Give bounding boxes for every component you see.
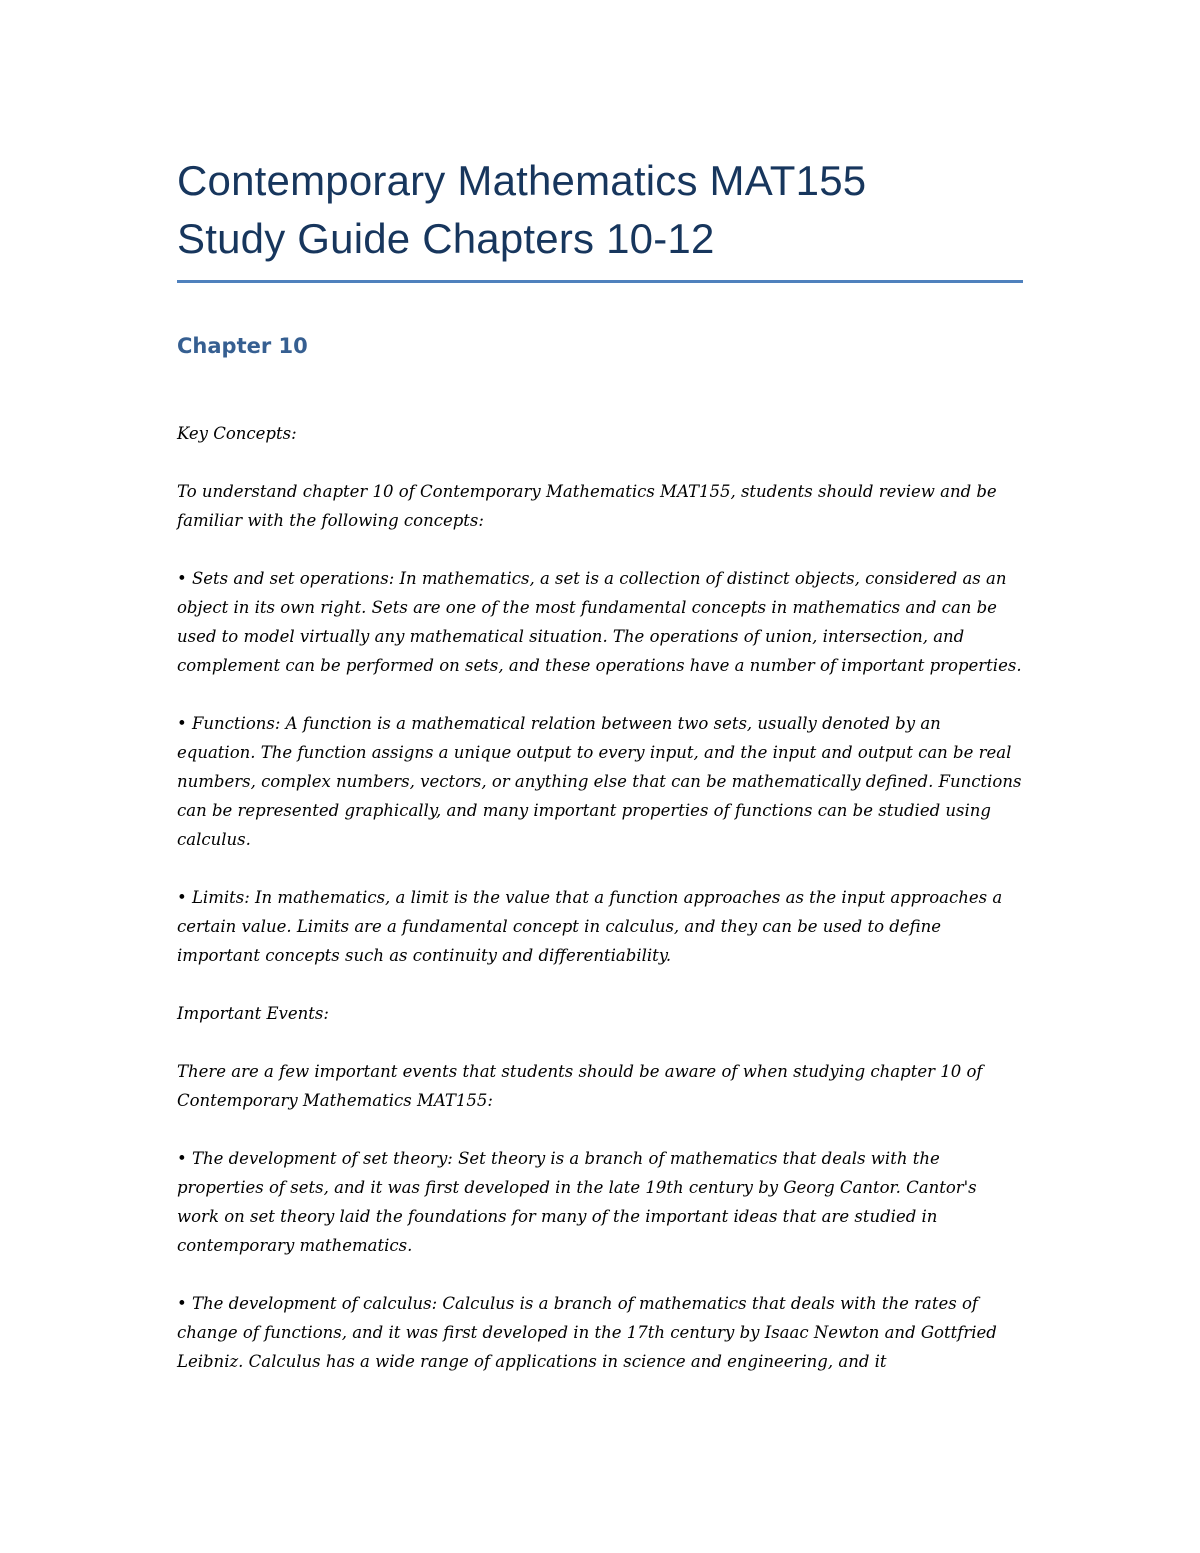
key-concepts-label: Key Concepts: — [177, 424, 297, 443]
event-set-theory-paragraph: • The development of set theory: Set theory is a branch of mathematics that deals with the properties of sets, and it was first developed in the late 19th century by Georg Cantor. Cantor's work on set theory laid the foundations for many of the important ideas that are studied in contemporary mathematics. — [177, 1149, 977, 1255]
title-underline-rule — [177, 280, 1023, 283]
document-title — [177, 152, 1023, 268]
concept-limits-paragraph: • Limits: In mathematics, a limit is the value that a function approaches as the input approaches a certain value. Limits are a fundamental concept in calculus, and they can be used to define important concepts such as continuity and differentiability. — [177, 888, 1003, 965]
event-calculus-paragraph: • The development of calculus: Calculus is a branch of mathematics that deals with the rates of change of functions, and it was first developed in the 17th century by Isaac Newton and Gottfried Leibniz. Calculus has a wide range of applications in science and engineering, and it — [177, 1294, 997, 1371]
concept-sets-paragraph: • Sets and set operations: In mathematics, a set is a collection of distinct objects, considered as an object in its own right. Sets are one of the most fundamental concepts in mathematics and can be used to model virtually any mathematical situation. The operations of union, intersection, and complement can be performed on sets, and these operations have a number of important properties. — [177, 569, 1022, 675]
key-concepts-intro: To understand chapter 10 of Contemporary Mathematics MAT155, students should review and be familiar with the following concepts: — [177, 482, 997, 530]
important-events-label: Important Events: — [177, 1004, 329, 1023]
document-content — [177, 152, 1023, 1376]
concept-functions-paragraph: • Functions: A function is a mathematical relation between two sets, usually denoted by an equation. The function assigns a unique output to every input, and the input and output can be real numbers, complex numbers, vectors, or anything else that can be mathematically defined. Functions can be represented graphically, and many important properties of functions can be studied using calculus. — [177, 714, 1022, 849]
important-events-intro: There are a few important events that students should be aware of when studying chapter 10 of Contemporary Mathematics MAT155: — [177, 1062, 983, 1110]
chapter-heading: Chapter 10 — [177, 334, 308, 358]
title-line-1: Contemporary Mathematics MAT155 — [177, 157, 867, 204]
title-line-2: Study Guide Chapters 10-12 — [177, 215, 715, 262]
